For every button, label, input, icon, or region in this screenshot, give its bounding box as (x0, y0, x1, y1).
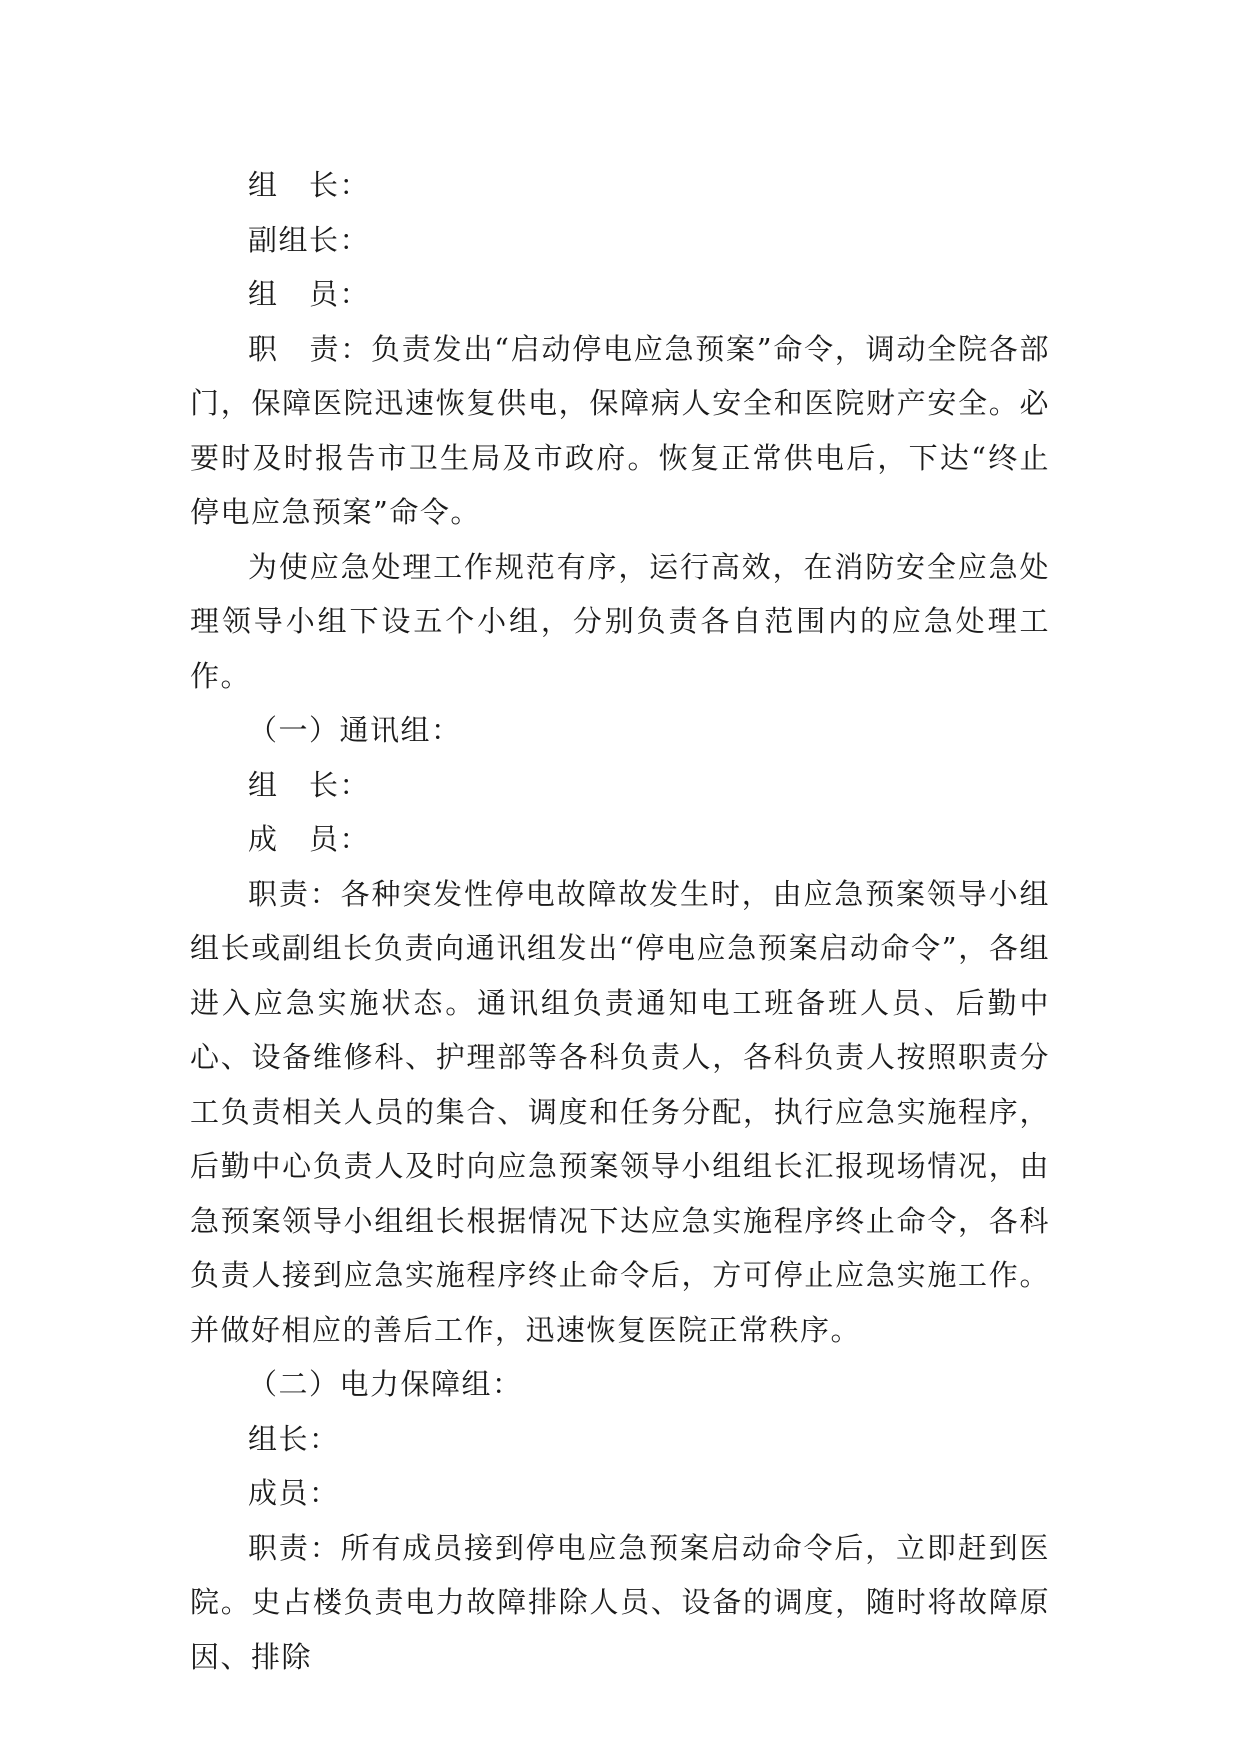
leader-label: 组 长： (248, 168, 371, 202)
section-heading-power: （二）电力保障组： (248, 1367, 523, 1401)
comm-member-label: 成 员： (248, 822, 371, 856)
section-heading-communication: （一）通讯组： (248, 713, 462, 747)
subgroup-intro-paragraph: 为使应急处理工作规范有序，运行高效，在消防安全应急处理领导小组下设五个小组，分别负责各自范围内的应急处理工作。 (190, 549, 1050, 693)
comm-leader-label: 组 长： (248, 767, 371, 802)
comm-duty-paragraph: 职责：各种突发性停电故障故发生时，由应急预案领导小组组长或副组长负责向通讯组发出“停电应急预案启动命令”，各组进入应急实施状态。通讯组负责通知电工班备班人员、后勤中心、设备维修科、护理部等各科负责人，各科负责人按照职责分工负责相关人员的集合、调度和任务分配，执行应急实施程序，后勤中心负责人及时向应急预案领导小组组长汇报现场情况，由急预案领导小组组长根据情况下达应急实施程序终止命令，各科负责人接到应急实施程序终止命令后，方可停止应急实施工作。并做好相应的善后工作，迅速恢复医院正常秩序。 (190, 876, 1050, 1347)
power-member-label: 成员： (248, 1476, 340, 1510)
deputy-leader-label: 副组长： (248, 222, 371, 257)
document-body (190, 158, 1050, 1684)
power-leader-label: 组长： (248, 1421, 340, 1456)
duty-paragraph: 职 责：负责发出“启动停电应急预案”命令，调动全院各部门，保障医院迅速恢复供电，保障病人安全和医院财产安全。必要时及时报告市卫生局及市政府。恢复正常供电后，下达“终止停电应急预案”命令。 (190, 331, 1050, 529)
member-label: 组 员： (248, 277, 371, 311)
power-duty-paragraph: 职责：所有成员接到停电应急预案启动命令后，立即赶到医院。史占楼负责电力故障排除人员、设备的调度，随时将故障原因、排除 (190, 1530, 1050, 1674)
